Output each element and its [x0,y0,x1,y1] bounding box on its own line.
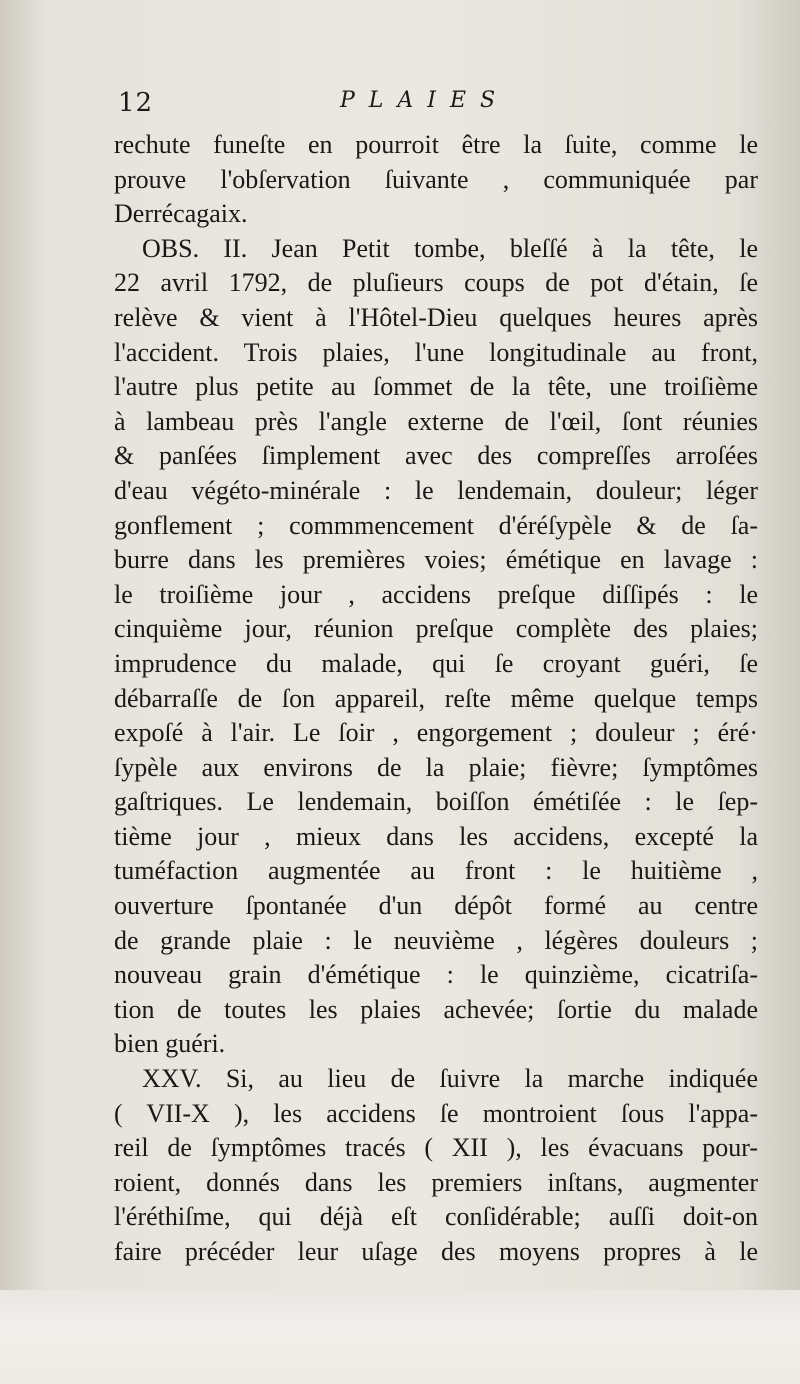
text-line: de grande plaie : le neuvième , légères douleurs ; [114,925,758,955]
page-bottom-margin [0,1290,800,1384]
text-line: d'eau végéto-minérale : le lendemain, douleur; léger [114,475,758,505]
text-line: Derrécagaix. [114,199,248,229]
text-line: XXV. Si, au lieu de ſuivre la marche indiquée [142,1064,758,1094]
text-line: débarraſſe de ſon appareil, reſte même quelque temps [114,683,758,713]
text-line: l'accident. Trois plaies, l'une longitudinale au front, [114,337,758,367]
text-line: roient, donnés dans les premiers inſtans, augmenter [114,1167,758,1197]
text-line: tion de toutes les plaies achevée; ſortie du malade [114,994,758,1024]
text-line: le troiſième jour , accidens preſque diſſipés : le [114,579,758,609]
text-line: relève & vient à l'Hôtel-Dieu quelques heures après [114,302,758,332]
text-line: expoſé à l'air. Le ſoir , engorgement ; douleur ; éré· [114,718,758,748]
text-line: prouve l'obſervation ſuivante , communiquée par [114,164,758,194]
text-line: burre dans les premières voies; émétique en lavage : [114,545,758,575]
text-line: OBS. II. Jean Petit tombe, bleſſé à la tête, le [142,233,758,263]
text-line: l'éréthiſme, qui déjà eſt conſidérable; auſſi doit-on [114,1202,758,1232]
text-line: ſypèle aux environs de la plaie; fièvre; ſymptômes [114,752,758,782]
text-line: à lambeau près l'angle externe de l'œil, ſont réunies [114,406,758,436]
text-line: tième jour , mieux dans les accidens, excepté la [114,821,758,851]
text-line: reil de ſymptômes tracés ( XII ), les évacuans pour- [114,1133,758,1163]
text-line: faire précéder leur uſage des moyens propres à le [114,1237,758,1266]
body-text [114,128,758,1270]
text-line: l'autre plus petite au ſommet de la tête, une troiſième [114,372,758,402]
running-head: PLAIES [340,88,510,113]
page-header [118,88,758,122]
text-line: tuméfaction augmentée au front : le huitième , [114,856,758,886]
text-line: ( VII-X ), les accidens ſe montroient ſous l'appa- [114,1098,758,1128]
text-line: & panſées ſimplement avec des compreſſes arroſées [114,441,758,471]
text-line: rechute funeſte en pourroit être la ſuite, comme le [114,130,758,159]
text-line: bien guéri. [114,1029,226,1059]
text-line: imprudence du malade, qui ſe croyant guéri, ſe [114,648,758,678]
text-line: gonflement ; commmencement d'éréſypèle & de ſa- [114,510,758,540]
page-number: 12 [118,88,154,118]
text-line: 22 avril 1792, de pluſieurs coups de pot d'étain, ſe [114,268,758,298]
text-line: cinquième jour, réunion preſque complète des plaies; [114,614,758,644]
text-line: ouverture ſpontanée d'un dépôt formé au centre [114,891,758,921]
text-line: gaſtriques. Le lendemain, boiſſon émétiſée : le ſep- [114,787,758,817]
text-line: nouveau grain d'émétique : le quinzième, cicatriſa- [114,960,758,990]
